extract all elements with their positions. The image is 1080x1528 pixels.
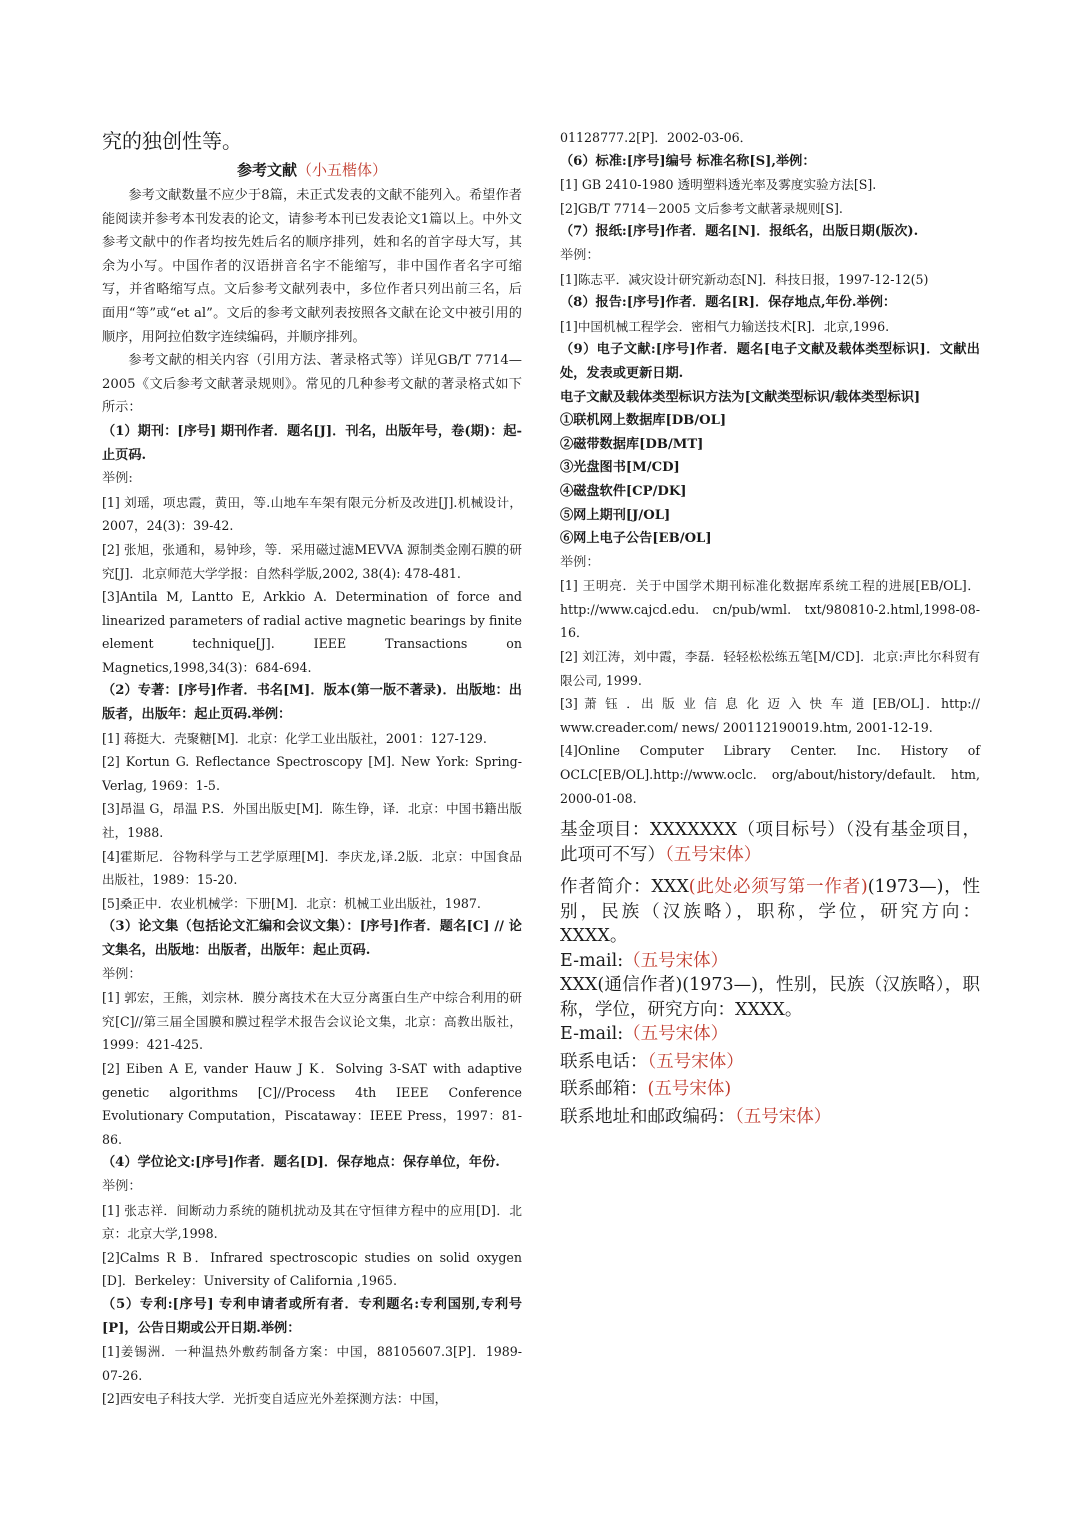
standard-format-heading: （6）标准:[序号]编号 标准名称[S],举例： xyxy=(560,153,816,169)
reference-entry: [1] GB 2410-1980 透明塑料透光率及雾度实验方法[S]. xyxy=(560,177,877,193)
author-bio-label: 作者简介：XXX xyxy=(560,877,689,898)
references-intro-paragraph: 参考文献数量不应少于8篇，未正式发表的文献不能列入。希望作者能阅读并参考本刊发表的论文，请参考本刊已发表论文1篇以上。中外文参考文献中的作者均按先姓后名的顺序排列，姓和名的首字母大写，其余为小写。中国作者的汉语拼音名字不能缩写，非中国作者名字可缩写，并省略缩写点。文后参考文献列表中，多位作者只列出前三名，后面用“等”或“et al”。文后的参考文献列表按照各文献在论文中被引用的顺序，用阿拉伯数字连续编码，并顺序排列。 xyxy=(102,188,522,345)
references-heading-font-note: （小五楷体） xyxy=(297,161,388,179)
fund-project-text: 基金项目：XXXXXXX（项目标号）（没有基金项目，此项可不写） xyxy=(560,820,980,865)
email-label: E-mail: xyxy=(560,950,624,971)
reference-entry: [2] Eiben A E, vander Hauw J K．Solving 3-SAT with adaptive genetic algorithms [C]//Process 4th IEEE Conference Evolutionary Computation，Piscataway：IEEE Press，1997：81-86. xyxy=(102,1060,522,1147)
contact-address xyxy=(560,1105,980,1130)
reference-entry: [1] 蒋挺大．壳聚糖[M]．北京：化学工业出版社，2001：127-129. xyxy=(102,730,487,746)
email-label: E-mail: xyxy=(560,1024,624,1045)
reference-entry: [3]昂温 G，昂温 P.S．外国出版史[M]．陈生铮，译．北京：中国书籍出版社，1988. xyxy=(102,801,522,841)
reference-entry: [2]GB/T 7714－2005 文后参考文献著录规则[S]. xyxy=(560,200,843,216)
author-bio-rest: (1973—)，性别，民族（汉族略），职称，学位，研究方向：XXXX。 xyxy=(560,877,980,947)
reference-entry: [1] 王明亮．关于中国学术期刊标准化数据库系统工程的进展[EB/OL]．http://www.cajcd.edu. cn/pub/wml. txt/980810-2.html,1998-08-16． xyxy=(560,578,980,641)
previous-page-continuation: 究的独创性等。 xyxy=(102,129,242,153)
type-item: ②磁带数据库[DB/MT] xyxy=(560,436,704,452)
author-email xyxy=(560,949,980,974)
references-heading xyxy=(102,158,522,182)
author-bio xyxy=(560,875,980,949)
contact-phone xyxy=(560,1050,980,1075)
contact-address-label: 联系地址和邮政编码： xyxy=(560,1106,735,1127)
thesis-format-heading: （4）学位论文:[序号]作者．题名[D]．保存地点：保存单位，年份. xyxy=(102,1155,500,1171)
right-column xyxy=(560,126,980,1129)
contact-email-font-note: (五号宋体) xyxy=(647,1079,732,1100)
reference-entry: [2] Kortun G. Reflectance Spectroscopy [M]. New York: Spring-Verlag, 1969：1-5. xyxy=(102,754,522,793)
example-label: 举例： xyxy=(102,966,142,982)
reference-entry: [4]Online Computer Library Center. Inc. History of OCLC[EB/OL].http://www.oclc. org/about/history/default. htm, 2000-01-08. xyxy=(560,743,980,806)
type-item: ⑥网上电子公告[EB/OL] xyxy=(560,531,712,547)
reference-entry: [2]西安电子科技大学．光折变自适应光外差探测方法：中国， xyxy=(102,1391,448,1407)
type-item: ③光盘图书[M/CD] xyxy=(560,460,680,476)
report-format-heading: （8）报告:[序号]作者．题名[R]．保存地点,年份.举例： xyxy=(560,295,897,311)
email-font-note: （五号宋体） xyxy=(623,950,729,971)
contact-email xyxy=(560,1077,980,1102)
contact-address-font-note: （五号宋体） xyxy=(735,1106,832,1127)
reference-entry: [3] 萧 钰 ．出 版 业 信 息 化 迈 入 快 车 道 [EB/OL]．http:// www.creader.com/ news/ 200112190019.htm, 2001-12-19. xyxy=(560,696,980,735)
example-label: 举例： xyxy=(560,554,600,570)
reference-entry-continuation: 01128777.2[P]．2002-03-06． xyxy=(560,130,753,145)
reference-entry: [1] 郭宏，王熊，刘宗林．膜分离技术在大豆分离蛋白生产中综合利用的研究[C]//第三届全国膜和膜过程学术报告会议论文集，北京：高教出版社，1999：421-425. xyxy=(102,990,522,1053)
references-heading-text: 参考文献 xyxy=(236,161,297,179)
contact-phone-label: 联系电话： xyxy=(560,1051,648,1072)
example-label: 举例： xyxy=(560,247,600,263)
type-item: ①联机网上数据库[DB/OL] xyxy=(560,413,727,429)
contact-phone-font-note: （五号宋体） xyxy=(647,1051,744,1072)
reference-entry: [1]中国机械工程学会．密相气力输送技术[R]．北京,1996. xyxy=(560,318,890,334)
corresponding-author-email xyxy=(560,1022,980,1047)
reference-entry: [1] 刘瑶，项忠霞，黄田，等.山地车车架有限元分析及改进[J].机械设计，2007，24(3)：39-42. xyxy=(102,494,522,534)
type-item: ⑤网上期刊[J/OL] xyxy=(560,507,671,523)
example-label: 举例: xyxy=(102,471,133,487)
proceedings-format-heading: （3）论文集（包括论文汇编和会议文集）：[序号]作者．题名[C] // 论文集名，出版地：出版者，出版年：起止页码. xyxy=(102,919,522,958)
reference-entry: [2] 刘江涛，刘中霞，李磊．轻轻松松练五笔[M/CD]．北京:声比尔科贸有限公司, 1999. xyxy=(560,649,980,688)
reference-entry: [1]陈志平．减灾设计研究新动态[N]．科技日报，1997-12-12(5) xyxy=(560,271,929,287)
patent-format-heading: （5）专利:[序号] 专利申请者或所有者．专利题名:专利国别,专利号[P]，公告日期或公开日期.举例： xyxy=(102,1296,522,1336)
electronic-type-note: 电子文献及载体类型标识方法为[文献类型标识/载体类型标识] xyxy=(560,389,921,405)
monograph-format-heading: （2）专著：[序号]作者．书名[M]．版本(第一版不著录)．出版地：出版者，出版年：起止页码.举例： xyxy=(102,683,522,723)
contact-email-label: 联系邮箱： xyxy=(560,1079,648,1100)
newspaper-format-heading: （7）报纸:[序号]作者．题名[N]．报纸名，出版日期(版次). xyxy=(560,224,919,240)
reference-entry: [3]Antila M, Lantto E, Arkkio A. Determination of force and linearized parameters of radial active magnetic bearings by finite element technique[J]. IEEE Transactions on Magnetics,1998,34(3)：684-694. xyxy=(102,589,522,675)
reference-entry: [5]桑正中．农业机械学：下册[M]．北京：机械工业出版社，1987. xyxy=(102,895,481,911)
reference-entry: [2]Calms R B．Infrared spectroscopic studies on solid oxygen [D]．Berkeley：University of California ,1965. xyxy=(102,1249,522,1289)
corresponding-author-bio: XXX(通信作者)(1973—)，性别，民族（汉族略），职称，学位，研究方向：XXXX。 xyxy=(560,975,980,1020)
fund-project-font-note: （五号宋体） xyxy=(665,844,762,865)
reference-entry: [4]霍斯尼．谷物科学与工艺学原理[M]．李庆龙,译.2版．北京：中国食品出版社，1989：15-20. xyxy=(102,848,522,888)
electronic-format-heading: （9）电子文献:[序号]作者．题名[电子文献及载体类型标识]．文献出处，发表或更新日期. xyxy=(560,342,980,381)
fund-project xyxy=(560,818,980,867)
reference-entry: [2] 张旭，张通和，易钟珍，等．采用磁过滤MEVVA 源制类金刚石膜的研究[J]．北京师范大学学报：自然科学版,2002, 38(4): 478-481. xyxy=(102,541,522,581)
left-column xyxy=(102,126,522,1411)
references-format-paragraph: 参考文献的相关内容（引用方法、著录格式等）详见GB/T 7714—2005《文后参考文献著录规则》。常见的几种参考文献的著录格式如下所示： xyxy=(102,353,522,416)
type-item: ④磁盘软件[CP/DK] xyxy=(560,483,687,499)
reference-entry: [1] 张志祥．间断动力系统的随机扰动及其在守恒律方程中的应用[D]．北京：北京大学,1998. xyxy=(102,1202,522,1242)
journal-format-heading: （1）期刊：[序号] 期刊作者．题名[J]．刊名，出版年号，卷(期)：起-止页码. xyxy=(102,423,522,463)
author-bio-note: (此处必须写第一作者) xyxy=(688,877,868,898)
email-font-note: （五号宋体） xyxy=(623,1024,729,1045)
reference-entry: [1]姜锡洲．一种温热外敷药制备方案：中国，88105607.3[P]．1989-07-26. xyxy=(102,1344,522,1383)
example-label: 举例： xyxy=(102,1178,142,1194)
